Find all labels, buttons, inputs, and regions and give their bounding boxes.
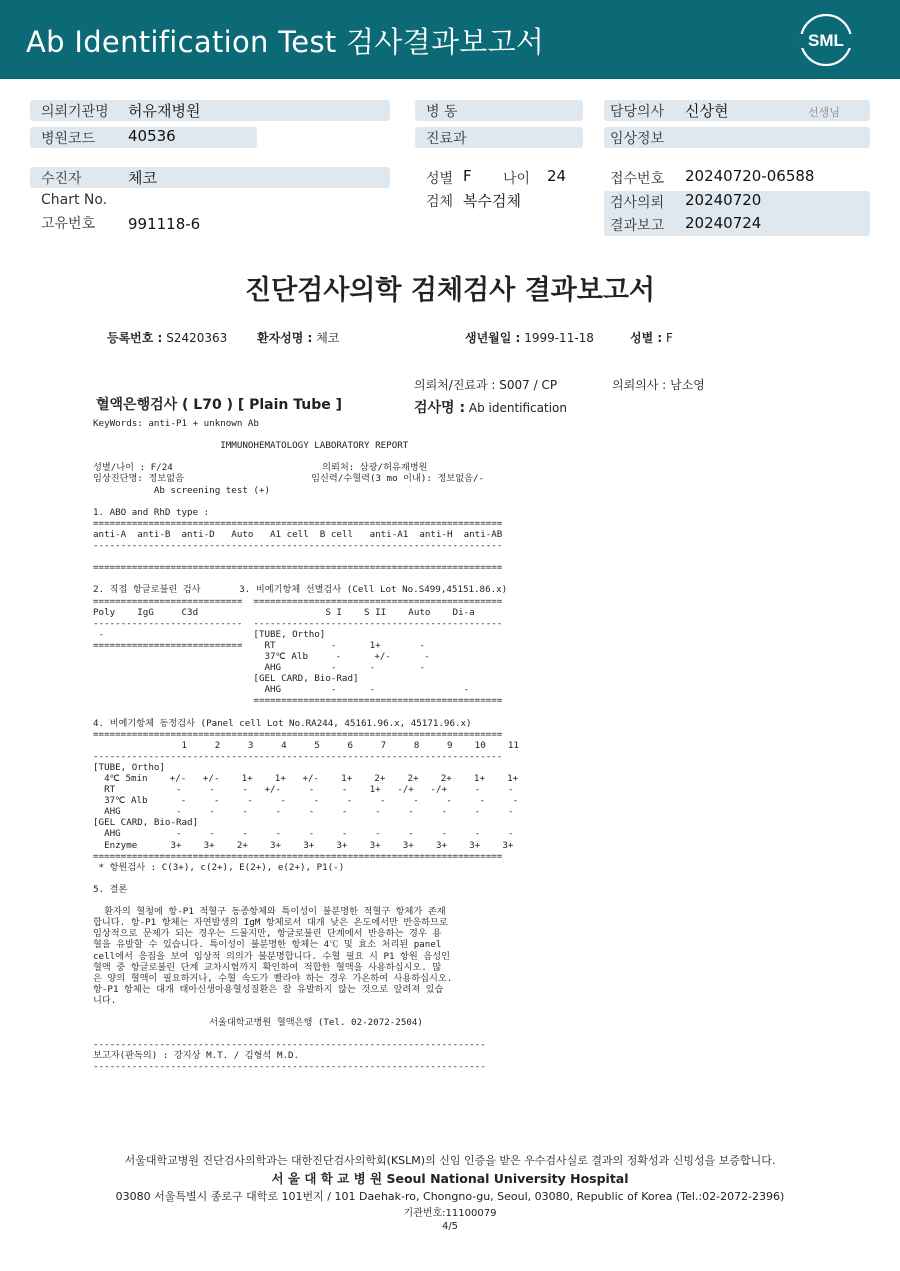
request-dept: [414, 376, 557, 393]
report-title: 진단검사의학 검체검사 결과보고서: [244, 275, 656, 306]
page-title: Ab Identification Test 검사결과보고서: [26, 25, 545, 59]
header-banner: [0, 0, 900, 79]
page-number: 4/5: [441, 1221, 459, 1232]
name-label: 환자성명 :: [257, 331, 313, 345]
request-label: 검사의뢰: [610, 195, 665, 211]
reg-label: 등록번호 :: [107, 331, 163, 345]
exam-group: 혈액은행검사 ( L70 ) [ Plain Tube ]: [96, 397, 343, 413]
institution-value: 허유재병원: [128, 102, 201, 120]
doctor-suffix: 선생님: [808, 106, 840, 119]
patient-name: [257, 329, 339, 346]
physician-value: 남소영: [670, 378, 705, 392]
hospital-code-label: 병원코드: [41, 131, 96, 147]
receipt-label: 접수번호: [610, 171, 665, 187]
receipt-value: 20240720-06588: [685, 167, 815, 185]
report-value: 20240724: [685, 214, 762, 232]
age-value: 24: [547, 167, 567, 185]
dob-label: 생년월일 :: [465, 331, 521, 345]
hospital-code-value: 40536: [128, 127, 176, 145]
exam-name: [414, 397, 567, 417]
report-sex-label: 성별 :: [630, 331, 663, 345]
hospital-address: 03080 서울특별시 종로구 대학로 101번지 / 101 Daehak-ro, Chongno-gu, Seoul, 03080, Republic of Korea (Tel.:02-2072-2396): [115, 1190, 785, 1203]
dept-label: 진료과: [426, 131, 467, 147]
report-sex-value: F: [666, 331, 673, 345]
birth-date: [465, 329, 594, 346]
lab-report-body: KeyWords: anti-P1 + unknown Ab IMMUNOHEMATOLOGY LABORATORY REPORT 성별/나이 : F/24 의뢰처: 삼광/허유재병원 임상진단명: 정보없음 임신력/수혈력(3 mo 이내): 정보없음/- Ab screening test (+) 1. ABO and RhD type : ========================================================================== anti-A anti-B anti-D Auto A1 cell B cell anti-A1 anti-H anti-AB -------------------------------------------------------------------------- ========================================================================== 2. 직접 항글로불린 검사 3. 비예기항체 선별검사 (Cell Lot No.S499,45151.86.x) =========================== ============================================= Poly IgG C3d S I S II Auto Di-a --------------------------- --------------------------------------------- - [TUBE, Ortho] =========================== RT - 1+ - 37℃ Alb - +/- - AHG - - - [GEL CARD, Bio-Rad] AHG - - - ============================================= 4. 비예기항체 동정검사 (Panel cell Lot No.RA244, 45161.96.x, 45171.96.x) ========================================================================== 1 2 3 4 5 6 7 8 9 10 11 -------------------------------------------------------------------------- [TUBE, Ortho] 4℃ 5min +/- +/- 1+ 1+ +/- 1+ 2+ 2+ 2+ 1+ 1+ RT - - - +/- - - 1+ -/+ -/+ - - 37℃ Alb - - - - - - - - - - - AHG - - - - - - - - - - - [GEL CARD, Bio-Rad] AHG - - - - - - - - - - - Enzyme 3+ 3+ 2+ 3+ 3+ 3+ 3+ 3+ 3+ 3+ 3+ ========================================================================== * 항원검사 : C(3+), c(2+), E(2+), e(2+), P1(-) 5. 결론 환자의 혈청에 항-P1 적혈구 동종항체와 특이성이 불분명한 적혈구 항체가 존재 합니다. 항-P1 항체는 자연발생의 IgM 항체로서 대개 낮은 온도에서만 반응하므로 임상적으로 문제가 되는 경우는 드물지만, 항글로불린 단계에서 반응하는 경우 용 혈을 유발할 수 있습니다. 특이성이 불분명한 항체는 4℃ 및 효소 처리된 panel cell에서 응집을 보여 임상적 의의가 불분명합니다. 수혈 필요 시 P1 항원 음성인 혈액 중 항글로불린 단계 교차시험까지 확인하여 적합한 혈액을 사용하십시오. 많 은 양의 혈액이 필요하거나, 수혈 속도가 빨라야 하는 경우 가온하여 사용하십시오. 항-P1 항체는 대개 태아신생아용혈성질환은 잘 유발하지 않는 것으로 알려져 있습 니다. 서울대학교병원 혈액은행 (Tel. 02-2072-2504) ----------------------------------------------------------------------- 보고자(판독의) : 강지상 M.T. / 김형석 M.D. -----------------------------------------------------------------------: [93, 418, 519, 1073]
clinical-label: 임상정보: [610, 131, 665, 147]
physician-label: 의뢰의사 :: [612, 378, 667, 392]
patient-row: [30, 167, 390, 188]
specimen-label: 검체: [426, 194, 454, 210]
chart-label: Chart No.: [41, 192, 108, 208]
report-label: 결과보고: [610, 218, 665, 234]
patient-label: 수진자: [41, 171, 82, 187]
request-physician: [612, 376, 705, 393]
report-sex: [630, 329, 673, 346]
unique-label: 고유번호: [41, 216, 96, 232]
logo-text: SML: [808, 31, 844, 50]
request-dept-value: S007 / CP: [499, 378, 558, 392]
hospital-name-kr: 서 울 대 학 교 병 원: [271, 1171, 383, 1186]
hospital-name: [0, 1169, 900, 1187]
hospital-name-en: Seoul National University Hospital: [386, 1171, 629, 1186]
sml-logo-icon: [798, 12, 854, 68]
dob-value: 1999-11-18: [524, 331, 594, 345]
ward-label: 병 동: [426, 104, 458, 120]
request-dept-label: 의뢰처/진료과 :: [414, 378, 496, 392]
unique-value: 991118-6: [128, 215, 201, 233]
doctor-label: 담당의사: [610, 104, 665, 120]
patient-value: 체코: [128, 169, 157, 187]
specimen-value: 복수검체: [463, 192, 521, 210]
doctor-value: 신상현: [685, 102, 729, 120]
name-value: 체코: [316, 331, 340, 345]
certification-note: 서울대학교병원 진단검사의학과는 대한진단검사의학회(KSLM)의 신임 인증을 받은 우수검사실로 결과의 정확성과 신빙성을 보증합니다.: [124, 1154, 776, 1167]
sex-value: F: [463, 167, 472, 185]
exam-value: Ab identification: [468, 401, 567, 415]
institution-label: 의뢰기관명: [41, 104, 109, 120]
request-value: 20240720: [685, 191, 762, 209]
institution-code: 기관번호:11100079: [403, 1208, 497, 1219]
age-label: 나이: [503, 171, 531, 187]
sex-label: 성별: [426, 171, 454, 187]
reg-value: S2420363: [166, 331, 228, 345]
exam-label: 검사명 :: [414, 400, 466, 416]
reg-number: [107, 329, 227, 346]
